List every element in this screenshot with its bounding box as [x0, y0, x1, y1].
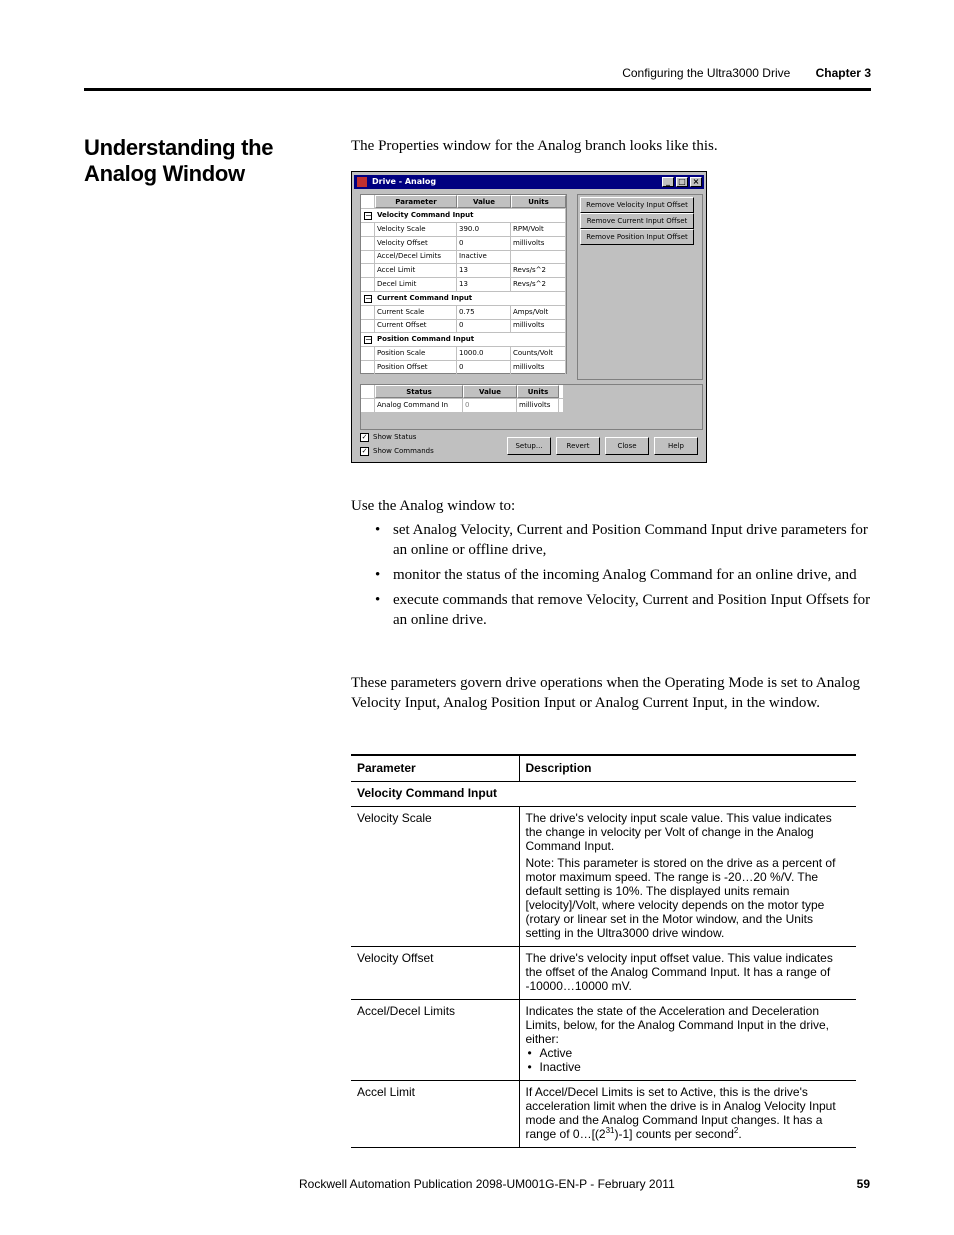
grid-row	[361, 264, 566, 278]
grid-units: millivolts	[511, 237, 566, 250]
status-units: millivolts	[517, 399, 559, 412]
list-item: • Inactive	[526, 1060, 851, 1074]
table-row	[351, 947, 856, 1000]
description-note: Note: This parameter is stored on the drive as a percent of motor maximum speed. The range is -20…20 %/V. The default setting is 10%. The displayed units remain [velocity]/Volt, where velocity depends on the motor type (rotary or linear set in the Motor window, and the Units setting in the Ultra3000 drive window.	[525, 856, 836, 940]
description-text: The drive's velocity input scale value. This value indicates the change in velocity per Volt of change in the Analog Command Input.	[525, 811, 832, 853]
list-item: • Active	[526, 1046, 851, 1060]
usage-list	[351, 520, 871, 635]
header-chapter: Chapter 3	[815, 66, 871, 80]
table-row	[351, 1000, 856, 1081]
col-value[interactable]: Value	[457, 195, 511, 208]
grid-row	[361, 250, 566, 264]
window-titlebar	[354, 175, 704, 189]
param-name: Velocity Scale	[351, 807, 519, 947]
show-commands-label: Show Commands	[373, 447, 434, 455]
param-name: Accel/Decel Limits	[351, 1000, 519, 1081]
grid-group-label: Velocity Command Input	[375, 209, 566, 222]
header-rule	[84, 88, 871, 91]
grid-param: Current Scale	[375, 306, 457, 319]
collapse-icon[interactable]: −	[365, 335, 372, 345]
list-item: • execute commands that remove Velocity, Current and Position Input Offsets for an online drive.	[351, 590, 871, 630]
govern-paragraph: These parameters govern drive operations when the Operating Mode is set to Analog Velocity Input, Analog Position Input or Analog Current Input, in the window.	[351, 675, 861, 711]
grid-value[interactable]: 0	[457, 361, 511, 374]
grid-value[interactable]: 0	[457, 319, 511, 332]
page-number: 59	[856, 1177, 870, 1191]
header-section: Configuring the Ultra3000 Drive	[622, 66, 791, 80]
grid-param: Velocity Offset	[375, 237, 457, 250]
remove-position-offset-button[interactable]: Remove Position Input Offset	[580, 229, 694, 245]
close-icon[interactable]: ×	[690, 177, 702, 187]
grid-value[interactable]: Inactive	[457, 250, 511, 263]
status-param: Analog Command In	[375, 399, 463, 412]
grid-group-row	[361, 292, 566, 306]
status-row	[361, 399, 563, 413]
show-commands-checkbox[interactable]: ✓	[361, 447, 368, 455]
grid-units: millivolts	[511, 361, 566, 374]
grid-group-label: Current Command Input	[375, 292, 566, 305]
maximize-icon[interactable]: □	[676, 177, 688, 187]
grid-value[interactable]: 0	[457, 237, 511, 250]
param-description	[519, 807, 856, 947]
running-header	[622, 66, 871, 80]
list-item: • set Analog Velocity, Current and Position Command Input drive parameters for an online or offline drive,	[351, 520, 871, 560]
grid-units: Amps/Volt	[511, 306, 566, 319]
status-col-units[interactable]: Units	[517, 385, 559, 398]
grid-value[interactable]: 13	[457, 264, 511, 277]
grid-param: Velocity Scale	[375, 223, 457, 236]
grid-group-row	[361, 333, 566, 347]
collapse-icon[interactable]: −	[365, 211, 372, 220]
status-grid	[360, 384, 703, 430]
grid-param: Position Scale	[375, 347, 457, 360]
grid-value[interactable]: 390.0	[457, 223, 511, 236]
grid-row	[361, 306, 566, 320]
grid-value[interactable]: 1000.0	[457, 347, 511, 360]
close-button[interactable]: Close	[605, 437, 649, 455]
show-status-checkbox[interactable]: ✓	[361, 433, 368, 441]
section-title: Understanding the Analog Window	[84, 135, 274, 186]
remove-current-offset-button[interactable]: Remove Current Input Offset	[580, 213, 694, 229]
table-header-parameter: Parameter	[351, 755, 519, 782]
grid-group-row	[361, 209, 566, 223]
grid-value[interactable]: 0.75	[457, 306, 511, 319]
param-description: The drive's velocity input offset value. This value indicates the offset of the Analog Command Input. It has a range of -10000…10000 mV.	[525, 951, 833, 993]
grid-units: RPM/Volt	[511, 223, 566, 236]
grid-group-label: Position Command Input	[375, 333, 566, 346]
collapse-icon[interactable]: −	[365, 293, 372, 303]
table-group-row	[351, 782, 856, 807]
table-group-label: Velocity Command Input	[357, 786, 498, 800]
grid-row	[361, 237, 566, 251]
description-text: Indicates the state of the Acceleration and Deceleration Limits, below, for the Analog Command Input in the drive, either:	[525, 1004, 829, 1046]
description-text: If Accel/Decel Limits is set to Active, this is the drive's acceleration limit when the drive is in Analog Velocity Input mode and the Analog Command Input changes. It has a range of	[525, 1085, 836, 1141]
parameter-table	[351, 754, 856, 1148]
grid-param: Current Offset	[375, 319, 457, 332]
app-icon	[357, 177, 367, 187]
use-intro: Use the Analog window to:	[351, 498, 516, 514]
help-button[interactable]: Help	[654, 437, 698, 455]
status-value: 0	[463, 399, 517, 412]
remove-velocity-offset-button[interactable]: Remove Velocity Input Offset	[580, 197, 694, 213]
intro-paragraph: The Properties window for the Analog branch looks like this.	[351, 138, 718, 154]
table-row	[351, 1081, 856, 1148]
param-name: Accel Limit	[351, 1081, 519, 1148]
grid-units: millivolts	[511, 319, 566, 332]
param-name: Velocity Offset	[351, 947, 519, 1000]
analog-window-screenshot	[351, 171, 707, 463]
setup-button[interactable]: Setup...	[507, 437, 551, 455]
col-units[interactable]: Units	[511, 195, 566, 208]
param-description	[519, 1000, 856, 1081]
grid-units	[511, 250, 566, 263]
grid-param: Decel Limit	[375, 278, 457, 291]
list-item: • monitor the status of the incoming Analog Command for an online drive, and	[351, 565, 871, 585]
grid-row	[361, 278, 566, 292]
grid-header	[361, 195, 566, 209]
grid-param: Accel Limit	[375, 264, 457, 277]
window-title: Drive - Analog	[372, 177, 437, 186]
minimize-icon[interactable]: _	[662, 177, 674, 187]
parameter-grid[interactable]	[360, 194, 567, 374]
grid-units: Revs/s^2	[511, 264, 566, 277]
col-parameter[interactable]: Parameter	[375, 195, 457, 208]
footer-publication: Rockwell Automation Publication 2098-UM001G-EN-P - February 2011	[299, 1177, 675, 1191]
table-header-description: Description	[525, 761, 592, 775]
grid-value[interactable]: 13	[457, 278, 511, 291]
status-col-status[interactable]: Status	[375, 385, 463, 398]
grid-row	[361, 361, 566, 375]
grid-param: Position Offset	[375, 361, 457, 374]
grid-row	[361, 347, 566, 361]
revert-button[interactable]: Revert	[556, 437, 600, 455]
range-formula: $0\dots[(2^{31})-1]$ counts per second$^2$.	[572, 1126, 742, 1141]
status-col-value[interactable]: Value	[463, 385, 517, 398]
command-panel	[577, 194, 703, 380]
grid-row	[361, 223, 566, 237]
grid-param: Accel/Decel Limits	[375, 250, 457, 263]
show-status-label: Show Status	[373, 433, 417, 441]
table-row	[351, 807, 856, 947]
grid-row	[361, 319, 566, 333]
grid-units: Revs/s^2	[511, 278, 566, 291]
grid-units: Counts/Volt	[511, 347, 566, 360]
param-description	[519, 1081, 856, 1148]
